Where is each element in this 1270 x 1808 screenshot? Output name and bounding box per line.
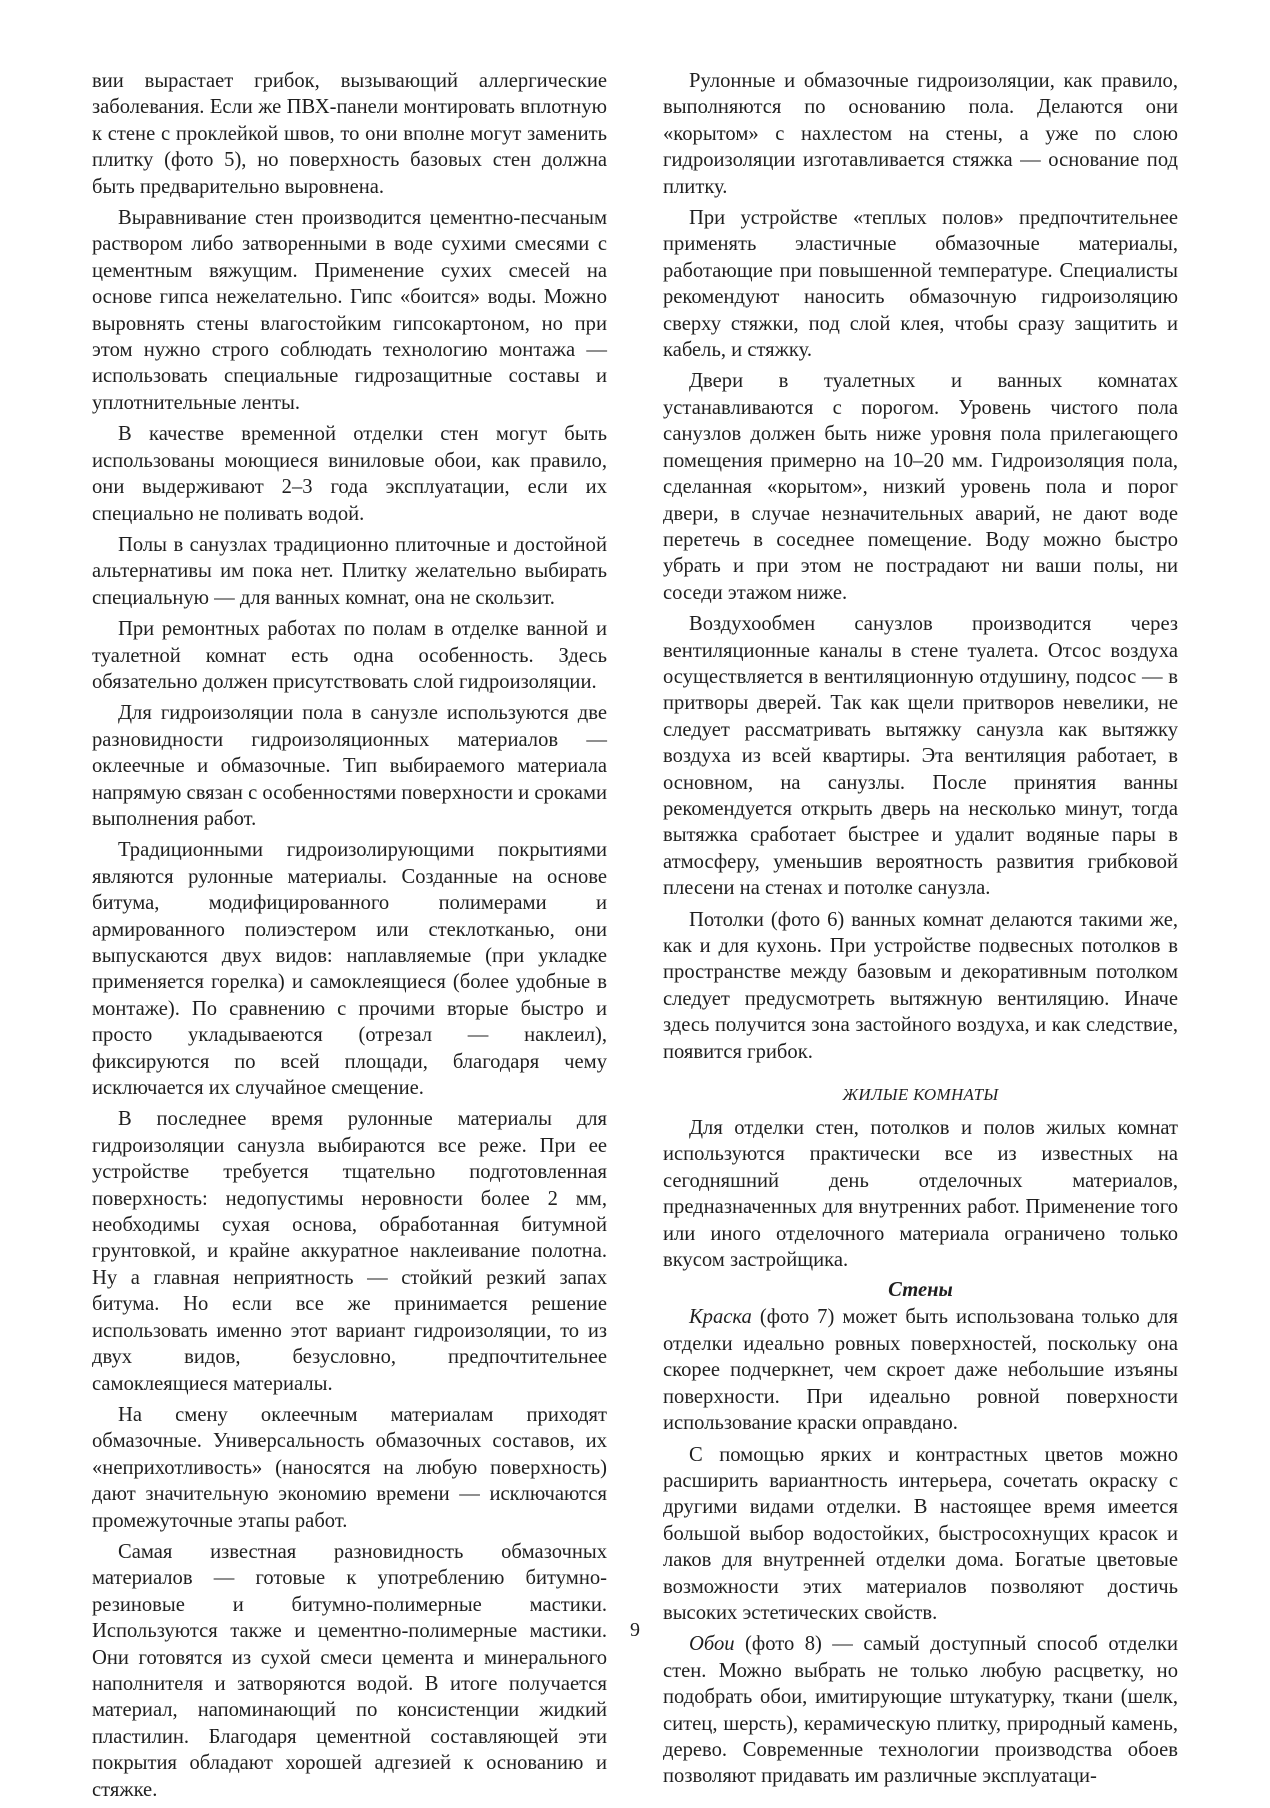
paragraph: Традиционными гидроизолирующими покрытиями являются рулонные материалы. Созданные на основе битума, модифицированного полимерами и армированного полиэстером или стеклотканью, они выпускаются двух видов: наплавляемые (при укладке применяется горелка) и самоклеящиеся (более удобные в монтаже). По сравнению с прочими вторые быстро и просто укладываеются (отрезал — наклеил), фиксируются по всей площади, благодаря чему исключается их случайное смещение. [92,839,607,1100]
paragraph: Двери в туалетных и ванных комнатах устанавливаются с порогом. Уровень чистого пола санузлов должен быть ниже уровня пола прилегающего помещения примерно на 10–20 мм. Гидроизоляция пола, сделанная «корытом», низкий уровень пола и порог двери, в случае незначительных аварий, не дают воде перетечь в соседнее помещение. Воду можно быстро убрать и при этом не пострадают ни ваши полы, ни соседи этажом ниже. [663,370,1178,604]
section-heading: ЖИЛЫЕ КОМНАТЫ [842,1085,999,1105]
paragraph: Рулонные и обмазочные гидроизоляции, как правило, выполняются по основанию пола. Делаются они «корытом» с нахлестом на стены, а уже по слою гидроизоляции изготавливается стяжка — основание под плитку. [663,70,1178,198]
paragraph: С помощью ярких и контрастных цветов можно расширить вариантность интерьера, сочетать окраску с другими видами отделки. В настоящее время имеется большой выбор водостойких, быстросохнущих красок и лаков для внутренней отделки дома. Богатые цветовые возможности этих материалов позволяют достичь высоких эстетических свойств. [663,1443,1178,1624]
paragraph: В качестве временной отделки стен могут быть использованы моющиеся виниловые обои, как правило, они выдерживают 2–3 года эксплуатации, если их специально не поливать водой. [92,423,607,525]
paragraph: Воздухообмен санузлов производится через вентиляционные каналы в стене туалета. Отсос воздуха осуществляется в вентиляционную отдушину, подсос — в притворы дверей. Так как щели притворов невелики, не следует рассматривать вытяжку санузла как вытяжку воздуха из всей квартиры. Эта вентиляция работает, в основном, на санузлы. После принятия ванны рекомендуется открыть дверь на несколько минут, тогда вытяжка сработает быстрее и удалит водяные пары в атмосферу, уменьшив вероятность развития грибковой плесени на стенах и потолке санузла. [663,613,1178,900]
paragraph: вии вырастает грибок, вызывающий аллергические заболевания. Если же ПВХ-панели монтировать вплотную к стене с проклейкой швов, то они вполне могут заменить плитку (фото 5), но поверхность базовых стен должна быть предварительно выровнена. [92,70,607,198]
paragraph: При ремонтных работах по полам в отделке ванной и туалетной комнат есть одна особенность. Здесь обязательно должен присутствовать слой гидроизоляции. [92,618,607,693]
paragraph: Потолки (фото 6) ванных комнат делаются такими же, как и для кухонь. При устройстве подвесных потолков в пространстве между базовым и декоративным потолком следует предусмотреть вытяжную вентиляцию. Иначе здесь получится зона застойного воздуха, и как следствие, появится грибок. [663,908,1178,1063]
left-column [92,68,607,1808]
term-wallpaper: Обои [689,1633,735,1656]
right-column [663,68,1178,1795]
paragraph: В последнее время рулонные материалы для гидроизоляции санузла выбираются все реже. При ее устройстве требуется тщательно подготовленная поверхность: недопустимы неровности более 2 мм, необходимы сухая основа, обработанная битумной грунтовкой, и крайне аккуратное наклеивание полотна. Ну а главная неприятность — стойкий резкий запах битума. Но если все же принимается решение использовать именно этот вариант гидроизоляции, то из двух видов, безусловно, предпочтительнее самоклеящиеся материалы. [92,1108,607,1395]
paragraph: Самая известная разновидность обмазочных материалов — готовые к употреблению битумно-резиновые и битумно-полимерные мастики. Используются также и цементно-полимерные мастики. Они готовятся из сухой смеси цемента и минерального наполнителя и затворяются водой. В итоге получается материал, напоминающий по консистенции жидкий пластилин. Благодаря цементной составляющей эти покрытия обладают хорошей адгезией к основанию и стяжке. [92,1540,607,1801]
page-number: 9 [630,1619,640,1641]
subsection-heading: Стены [888,1279,953,1302]
paragraph: Выравнивание стен производится цементно-песчаным раствором либо затворенными в воде сухими смесями с цементным вяжущим. Применение сухих смесей на основе гипса нежелательно. Гипс «боится» воды. Можно выровнять стены влагостойким гипсокартоном, но при этом нужно строго соблюдать технологию монтажа — использовать специальные гидрозащитные составы и уплотнительные ленты. [92,207,607,414]
paragraph: Полы в санузлах традиционно плиточные и достойной альтернативы им пока нет. Плитку желательно выбирать специальную — для ванных комнат, она не скользит. [92,533,607,609]
paragraph [663,1631,1178,1789]
paragraph: Для гидроизоляции пола в санузле используются две разновидности гидроизоляционных материалов — оклеечные и обмазочные. Тип выбираемого материала напрямую связан с особенностями поверхности и сроками выполнения работ. [92,702,607,830]
paragraph: На смену оклеечным материалам приходят обмазочные. Универсальность обмазочных составов, их «неприхотливость» (наносятся на любую поверхность) дают значительную экономию времени — исключаются промежуточные этапы работ. [92,1403,607,1532]
paragraph: Для отделки стен, потолков и полов жилых комнат используются практически все из известных на сегодняшний день отделочных материалов, предназначенных для внутренних работ. Применение того или иного отделочного материала ограничено только вкусом застройщика. [663,1117,1178,1272]
paragraph: При устройстве «теплых полов» предпочтительнее применять эластичные обмазочные материалы, работающие при повышенной температуре. Специалисты рекомендуют наносить обмазочную гидроизоляцию сверху стяжки, под слой клея, чтобы сразу защитить и кабель, и стяжку. [663,207,1178,362]
paragraph-text: (фото 8) — самый доступный способ отделки стен. Можно выбрать не только любую расцветку, но подобрать обои, имитирующие штукатурку, ткани (шелк, ситец, шерсть), керамическую плитку, природный камень, дерево. Современные технологии производства обоев позволяют придавать им различные эксплуатаци- [663,1633,1178,1788]
paragraph-text: (фото 7) может быть использована только для отделки идеально ровных поверхностей, поскольку она скорее подчеркнет, чем скроет даже небольшие изъяны поверхности. При идеально ровной поверхности использование краски оправдано. [663,1306,1178,1435]
paragraph [663,1304,1178,1436]
term-paint: Краска [689,1306,752,1329]
